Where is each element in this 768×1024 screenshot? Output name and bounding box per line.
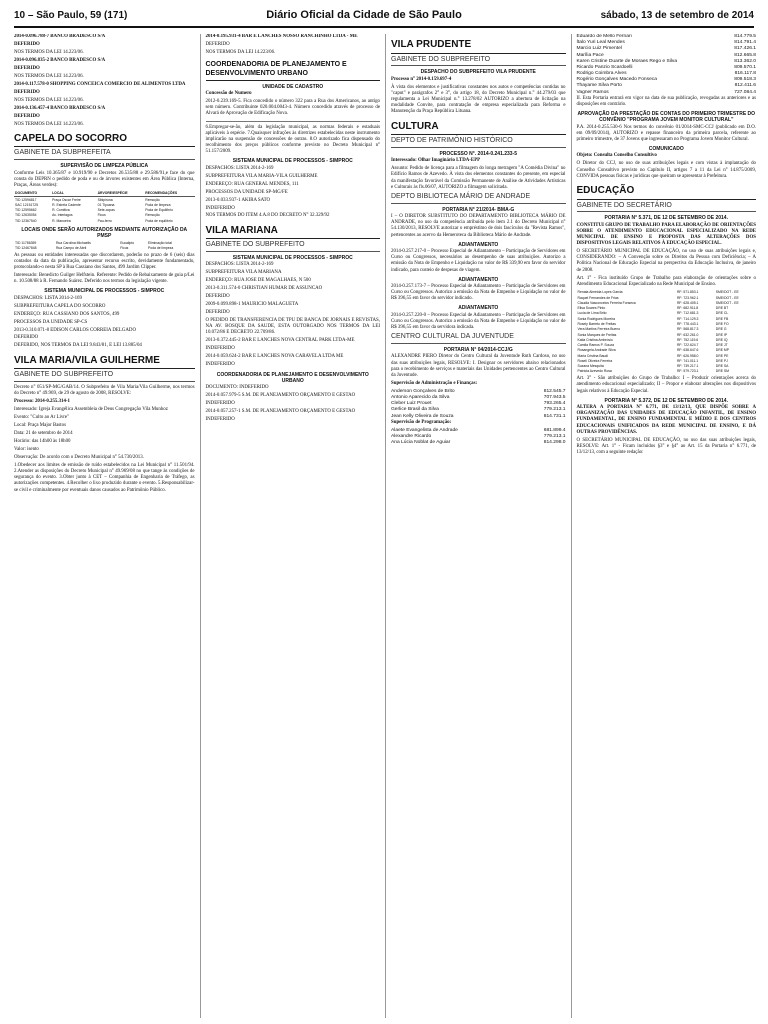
person-name: Gerlice Brasil da Silva: [391, 407, 439, 413]
registration-number: 816.117.8: [734, 71, 756, 77]
table-cell: TID 12635054: [15, 213, 37, 218]
section-subtitle: GABINETE DO SUBPREFEITO: [206, 241, 381, 252]
section-title: VILA PRUDENTE: [391, 39, 566, 54]
table-cell: Eucalipto: [120, 240, 135, 245]
table-cell: RF: 571.853.1: [676, 290, 699, 295]
table-cell: RF: 682.911.8: [676, 306, 699, 311]
table-cell: RF: 778.443.1: [676, 321, 699, 326]
registration-number: 812.411.6: [734, 83, 756, 89]
tree-table: [14, 191, 195, 224]
table-cell: Rosely Barreto de Freitas: [577, 321, 616, 326]
name-list: [391, 428, 566, 447]
registration-number: 779.213.1: [543, 407, 566, 413]
paragraph: P.A. 2014-0.255.530-6 Nos termos do convênio 01/2014-SMC-CCJ (publicado em D.O. em 09/09/2014), AUTORIZO e repasse financeiro da primeira parcela, referente ao primeiro trimestre, de 37 Jovens que ingressaram no Programa Jovem Monitor Cultural.: [576, 124, 756, 142]
process-list: [206, 338, 381, 368]
registration-number: 809.570.1: [734, 64, 756, 70]
person-name: Antonio Aparecido da Silva: [391, 395, 450, 401]
process-line: DEFERIDO: [205, 310, 230, 316]
heading: PORTARIA N° 04/2014-CCJ/G: [443, 347, 513, 354]
table-cell: Suzana Mesquita: [577, 364, 604, 369]
event-line: Interessado: Igreja Evangélica Assembleia de Deus Congregação Vila Munhoz: [14, 407, 168, 413]
table-cell: Renata Almeida Lopes Garcia: [577, 290, 623, 295]
heading: SISTEMA MUNICIPAL DE PROCESSOS - SIMPROC: [232, 255, 353, 262]
person-name: Karen Cristine Duarte de Moraes Rego e Silva: [576, 58, 678, 64]
process-note: NOS TERMOS DA LEI 14.223/06.: [14, 49, 84, 55]
table-cell: Ficus: [97, 213, 106, 218]
table-cell: R. Estrela Cadente: [52, 202, 81, 207]
process-line: 2013-0.033.937-1 AKIRA SATO: [205, 197, 271, 203]
issue-date: sábado, 13 de setembro de 2014: [600, 9, 754, 21]
heading: LOCAIS ONDE SERÃO AUTORIZADOS MEDIANTE AUTORIZAÇÃO DA PMSP: [21, 226, 188, 239]
table-cell: RF: 712.681.3: [676, 311, 699, 316]
heading: PROCESSO N°. 2014-0.241.233-5: [439, 150, 518, 157]
table-cell: TID 12467848: [15, 245, 37, 250]
table-cell: DRE MP: [715, 348, 729, 353]
tree-table-2: [14, 240, 195, 251]
table-cell: Katia Cristina Ambrósio: [577, 337, 613, 342]
table-cell: Poda de limpeza: [145, 202, 171, 207]
table-cell: Camila Ramos P. Souza: [577, 343, 614, 348]
event-line: Local: Praça Major Bastos: [14, 423, 67, 429]
table-cell: R. Manoeira: [52, 218, 71, 223]
name-row: [391, 440, 566, 446]
registration-number: 813.362.0: [734, 58, 756, 64]
table-cell: Rosangela Andrade Silva: [577, 348, 616, 353]
table-cell: Remoção: [145, 213, 160, 218]
paragraph: 2012-0.239.169-5. Fica concedido o número 322 para a Rua dos Americanos, ao antigo sem número. Contribuinte 020.004.0043-4. Número concedido através de processo de Alvará de Aprovação de Edificação Nova.: [205, 99, 380, 117]
role-label: Supervisão de Administração e Finanças:: [391, 380, 478, 386]
table-cell: Ficus: [120, 245, 129, 250]
process-line: DEFERIDO: [14, 335, 39, 341]
table-cell: Poda de Equilíbrio: [145, 208, 173, 213]
paragraph: 1.Obedecer aos limites de emissão de ruído estabelecidos na Lei Municipal n° 11.501/94. 2.Atender as disposições do Decreto Municipal n° 49.969/08 no que tange às condições de segurança do evento. 3.Obter junto à CET – Companhia de Engenharia de Tráfego, as autorizações competentes. 4.Recolher o lixo produzido durante o evento. 5.Responsabilizar-se civil e criminalmente por eventuais danos causados ao Patrimônio Público.: [14, 462, 195, 493]
section-title: EDUCAÇÃO: [577, 185, 757, 200]
paragraph: O Diretor do CCJ, no uso de suas atribuições legais e com vistas à implantação do Conselho Consultivo previsto no Capítulo II, artigos 7 a 11 da Lei n° 14.875/2009, CONVIDA pessoas físicas e jurídicas que queiram se apresentar à Prefeitura.: [576, 161, 756, 179]
table-cell: DRE IQ: [715, 337, 728, 342]
columns: [14, 34, 756, 1018]
table-cell: TID 12367540: [15, 218, 37, 223]
table-cell: DRE IP: [715, 332, 728, 337]
heading: APROVAÇÃO DA PRESTAÇÃO DE CONTAS DO PRIMEIRO TRIMESTRE DO CONVÊNIO "PROGRAMA JOVEM MONITOR CULTURAL": [577, 111, 756, 124]
process-line: 2013-0.310.071-8 EDISON CARLOS CORREIA DELGADO: [14, 327, 136, 333]
section-title: VILA MARIANA: [206, 225, 381, 240]
table-cell: TID 12595662: [15, 208, 37, 213]
table-cell: SME/DOT - EE: [715, 300, 739, 305]
paragraph: O PEDIDO DE TRANSFERENCIA DE TPU DE BANCA DE JORNAIS E REVISTAS, NA AV. BOSQUE DA SAUDE, ESTA OUTORGADO NOS TERMOS DA LEI 10.072/86 E DECRETO 22.709/86.: [205, 318, 380, 336]
process-status: DEFERIDO: [14, 65, 40, 71]
heading: UNIDADE DE CADASTRO: [262, 83, 324, 90]
section-title: CAPELA DO SOCORRO: [14, 133, 195, 148]
line: Concessão de Numero: [205, 91, 252, 97]
process-line: ENDEREÇO: RUA GENERAL MENDES, 111: [205, 181, 299, 187]
event-line: Processo: 2014-0.255.314-1: [14, 399, 71, 405]
table-cell: DRE PE: [715, 353, 729, 358]
process-line: INDEFERIDO: [205, 205, 235, 211]
table-cell: DRE FB: [715, 316, 729, 321]
table-cell: Sete-copas: [97, 208, 115, 213]
table-cell: RF: 741.011.1: [676, 358, 699, 363]
process-line: 2014-0.059.624-2 BAR E LANCHES NOVA CARAVELA LTDA ME: [205, 354, 344, 360]
process-number: 2014-0.136.457-4 BANCO BRADESCO S/A: [14, 105, 106, 111]
line: Processo n° 2014-0.159.697-4: [391, 76, 452, 82]
process-line: SUBPREFEITURA VILA MARIANA: [205, 270, 282, 276]
registration-number: 812.665.8: [734, 52, 756, 58]
person-name: Anderson Gonçalves de Brito: [391, 388, 455, 394]
process-line: SUBPREFEITURA CAPELA DO SOCORRO: [14, 303, 106, 309]
paragraph: I – O DIRETOR SUBSTITUTO DO DEPARTAMENTO BIBLIOTECA MÁRIO DE ANDRADE, no uso da competência atribuída pelo item 2.1 do Decreto Municipal n° 54.130/2013, RESOLVE autorizar o empréstimo de dois fascículos da "Revista Ramos", pertencentes ao acervo da Hemeroteca da Biblioteca Mário de Andrade.: [391, 214, 566, 238]
registration-number: 681.899.4: [543, 427, 566, 433]
process-list: [206, 166, 381, 220]
person-name: Ítalo Yuri Leal Mendes: [576, 40, 625, 46]
table-header: DOCUMENTO: [14, 191, 51, 197]
table-cell: RF: 579.723.1: [676, 369, 699, 374]
col2-top-items: [206, 34, 381, 56]
person-name: Cleber Luiz Prouet: [391, 401, 432, 407]
paragraph: O SECRETÁRIO MUNICIPAL DE EDUCAÇÃO, no uso das suas atribuições legais, RESOLVE: Art. 1° - Ficam incluídos §3° e §4° ao Art. 15 da Portaria n° 6.771, de 13/12/13, com a seguinte redação:: [576, 437, 756, 456]
heading: PORTARIA N° 21/2014- BMA-G: [442, 206, 515, 213]
registration-number: 779.213.1: [543, 433, 566, 439]
table-cell: Rua Carolina Michaelis: [55, 240, 91, 245]
table-cell: RF: 632.261.0: [676, 332, 699, 337]
person-name: Rodrigo Coimbra Alves: [576, 71, 627, 77]
heading: SISTEMA MUNICIPAL DE PROCESSOS - SIMPROC: [232, 158, 353, 165]
process-line: INDEFERIDO: [205, 362, 235, 368]
process-line: PROCESSOS DA UNIDADE SP-CS: [14, 319, 88, 325]
process-line: DESPACHOS: LISTA 2014-2-169: [205, 262, 274, 268]
table-cell: R. Comitiva: [52, 208, 70, 213]
process-line: INDEFERIDO: [205, 417, 235, 422]
process-line: DESPACHOS: LISTA 2014-2-169: [205, 165, 274, 171]
person-name: Rogério Gonçalves Macedo Fonseca: [576, 77, 657, 83]
table-cell: Sonia Marques de Freitas: [577, 332, 617, 337]
section-subtitle: DEPTO DE PATRIMÔNIO HISTÓRICO: [391, 137, 566, 148]
process-note: NOS TERMOS DA LEI 14.223/06.: [14, 97, 84, 103]
table-cell: RF: 723.962.1: [676, 295, 699, 300]
process-line: DEFERIDO: [205, 294, 230, 300]
person-name: Thayame Silva Porto: [576, 83, 622, 89]
paragraph: O SECRETÁRIO MUNICIPAL DE EDUCAÇÃO, no uso de suas atribuições legais e, CONSIDERANDO: – A Convenção sobre os Direitos da Pessoa com Deficiência; – A Política Nacional de Educação Especial na perspectiva da Educação Inclusiva, de janeiro de 2008.: [576, 249, 756, 273]
registration-number: 814.298.0: [543, 440, 566, 446]
paragraph: 2014-0.257.173-7 – Processo Especial de Adiantamento – Participação de Servidores em Curso ou Congressos. Autorizo a emissão da Nota de Empenho e Liquidação no valor de R$ 396,55 em favor do servidor indicado.: [391, 283, 566, 302]
table-row: [577, 369, 757, 374]
paragraph: Decreto n° 051/SP-MG/GAB/14. O Subprefeito de Vila Maria/Vila Guilherme, nos termos do Decreto n° 49.969, de 29 de agosto de 2008, RESOLVE:: [14, 385, 195, 397]
process-number: 2014-0.096.788-7 BANCO BRADESCO S/A: [14, 34, 106, 39]
table-cell: DRE FO: [715, 321, 729, 326]
event-line: Horário: das 14h00 às 18h00: [14, 439, 71, 445]
process-status: DEFERIDO: [14, 89, 40, 95]
paragraph: 2014-0.257.217-0 – Processo Especial de Adiantamento – Participação de Servidores em Curso ou Congressos, necessários ao desempenho de suas atribuições. Autorizo a emissão da Nota de Empenho e Liquidação no valor de R$ 339,90 em favor do servidor indicado, para custeio de despesas de viagem.: [391, 248, 566, 273]
process-line: NOS TERMOS DA LEI 14.223/06.: [205, 49, 276, 55]
table-row: [14, 218, 195, 223]
event-line: Data: 21 de setembro de 2014: [14, 431, 73, 437]
heading: PORTARIA N° 5.372, DE 12 DE SETEMBRO DE 2014.: [604, 397, 728, 404]
process-line: DEFERIDO: [205, 41, 230, 47]
process-line: ENDEREÇO: RUA CASSIANO DOS SANTOS, 499: [14, 311, 120, 317]
section-subtitle: GABINETE DO SUBPREFEITO: [391, 56, 566, 67]
name-list: [577, 34, 757, 96]
table-cell: Pau-ferro: [97, 218, 112, 223]
person-name: Eduardo de Mello Fernari: [576, 34, 632, 39]
table-cell: DRE SM: [715, 369, 729, 374]
person-name: Ana Lúcia Noblat de Aguiar: [391, 440, 451, 446]
table-cell: Poda de limpeza: [147, 245, 174, 250]
newspaper-title: Diário Oficial da Cidade de São Paulo: [266, 9, 462, 21]
registration-number: 814.791.4: [734, 40, 756, 46]
process-status: DEFERIDO: [14, 41, 40, 47]
table-cell: 01 Tipuana: [97, 202, 115, 207]
section-subtitle: GABINETE DO SECRETÁRIO: [577, 202, 757, 213]
process-list: [14, 296, 195, 350]
table-cell: DRE CL: [715, 311, 729, 316]
registration-number: 814.731.1: [543, 413, 566, 419]
process-list: [206, 262, 381, 316]
table-cell: Eliminação total: [147, 240, 172, 245]
caps-paragraph: CONSTITUI GRUPO DE TRABALHO PARA ELABORAÇÃO DE ORIENTAÇÕES SOBRE O ATENDIMENTO EDUCACIONAL ESPECIALIZADO NA REDE MUNICIPAL DE ENSINO E PROPOSTA DAS ALTERAÇÕES DOS DISPOSITIVOS LEGAIS RELATIVOS À EDUCAÇÃO ESPECIAL.: [576, 222, 756, 247]
process-note: NOS TERMOS DA LEI 14.223/06.: [14, 121, 84, 127]
process-line: ENDEREÇO: RUA JOSE DE MAGALHAES, N 500: [205, 278, 311, 284]
table-cell: DRE JT: [715, 343, 728, 348]
table-cell: Praça Oscar Freire: [52, 197, 81, 202]
process-line: DOCUMENTO: INDEFERIDO: [205, 385, 269, 391]
event-line: Valor: isento: [14, 446, 39, 452]
table-cell: RF: 714.129.3: [676, 316, 699, 321]
table-cell: SME/DOT - EE: [715, 295, 739, 300]
table-cell: SME/DOT - EE: [715, 290, 739, 295]
heading: ADIANTAMENTO: [458, 276, 499, 283]
person-name: Marília Pace: [576, 52, 604, 58]
heading: ADIANTAMENTO: [458, 241, 499, 248]
line: Objeto: Consulta Conselho Consultivo: [576, 153, 657, 159]
process-number: 2014-0.117.578-0 SHOPPING CONCEICA COMERCIO DE ALIMENTOS LTDA: [14, 81, 186, 87]
section-subtitle: DEPTO BIBLIOTECA MÁRIO DE ANDRADE: [391, 193, 566, 204]
table-cell: Claudia Vasconcelos Ferreira Fonseca: [577, 300, 636, 305]
heading: ADIANTAMENTO: [458, 305, 499, 312]
heading: COORDENADORIA DE PLANEJAMENTO E DESENVOLVIMENTO URBANO: [216, 371, 369, 384]
table-cell: Lucia de Lima Brito: [577, 311, 607, 316]
col1-top-items: [14, 34, 195, 128]
table-header: RECOMENDAÇÕES: [144, 191, 194, 197]
heading: SUPERVISÃO DE LIMPEZA PÚBLICA: [60, 163, 149, 170]
registration-number: 814.779.5: [734, 34, 756, 39]
caps-paragraph: ALTERA A PORTARIA N° 6.771, DE 13/12/13, QUE DISPÕE SOBRE A ORGANIZAÇÃO DAS UNIDADES DE EDUCAÇÃO INFANTIL, DE ENSINO FUNDAMENTAL, DE ENSINO FUNDAMENTAL E MÉDIO E DOS CENTROS EDUCACIONAIS UNIFICADOS DA REDE MUNICIPAL DE ENSINO, E DÁ OUTRAS PROVIDÊNCIAS.: [576, 405, 756, 435]
registration-number: 707.943.5: [543, 395, 566, 401]
paragraph: À vista dos elementos e justificativas constantes nos autos e competências contidas no "caput" e parágrafos 2° e 3°, do artigo 18, do Decreto Municipal n.° 44.279/03 que regulamenta a Lei Municipal n.° 13.278/02 AUTORIZO a abertura de licitação na modalidade Convite, para contratação de empresa especializada para Reforma e Manutenção da Praça República Lituana.: [391, 84, 566, 115]
staff-table: [577, 290, 757, 375]
table-header: ÁRVORE/ESPÉCIE: [97, 191, 145, 197]
process-note: NOS TERMOS DA LEI 14.223/06.: [14, 73, 84, 79]
heading: PORTARIA N° 5.371, DE 12 DE SETEMBRO DE 2014.: [604, 215, 728, 222]
table-cell: RF: 626.958.0: [676, 353, 699, 358]
process-list: [206, 385, 381, 423]
column-3: [385, 34, 571, 1018]
section-subtitle: CENTRO CULTURAL DA JUVENTUDE: [391, 333, 566, 344]
table-cell: RF: 752.119.6: [676, 337, 699, 342]
table-cell: RF: 638.647.6: [676, 348, 699, 353]
table-cell: DRE BT: [715, 306, 729, 311]
section-subtitle: GABINETE DO SUBPREFEITO: [14, 371, 195, 382]
event-line: Evento: "Culto ao Ar Livre": [14, 415, 70, 421]
process-line: INDEFERIDO: [205, 346, 235, 352]
table-cell: Sibipiruna: [97, 197, 113, 202]
table-cell: RF: 739.217.1: [676, 364, 699, 369]
registration-number: 793.265.4: [543, 401, 566, 407]
table-cell: Sonia Rodrigues Moreira: [577, 316, 616, 321]
role-label: Supervisão de Programação:: [391, 419, 452, 425]
process-status: DEFERIDO: [14, 113, 40, 119]
person-name: Vagner Ramos: [576, 89, 609, 95]
divider: [206, 121, 381, 122]
table-cell: Remoção: [145, 197, 160, 202]
table-cell: Patrícia Azevedo Rosa: [577, 369, 612, 374]
table-cell: Elisa Soares Pinto: [577, 306, 606, 311]
section-title: CULTURA: [391, 121, 566, 136]
paragraph: Interessado: Benedicto Guilger Helfstein. Referente: Pedido de Rebaixamento de guia p/Lei n. 10.508/88 à R. Fernando Suárez. Deferido nos termos da legislação vigente.: [14, 273, 195, 285]
masthead-rule: [14, 26, 754, 28]
process-line: SUBPREFEITURA VILA MARIA-VILA GUILHERME: [205, 173, 318, 179]
heading: SISTEMA MUNICIPAL DE PROCESSOS - SIMPROC: [44, 288, 165, 295]
masthead: [0, 0, 768, 30]
column-4: [571, 34, 757, 1018]
paragraph: Assunto: Pedido de licença para a filmagem do longa metragem "A Comédia Divina" no Edifício Ramos de Azevedo. À vista dos elementos constantes do presente, em especial da manifestação favorável da Comissão Permanente de Análise de Atividades Artísticas e Culturais às fls.06/07, AUTORIZO a filmagem solicitada.: [391, 166, 566, 190]
process-line: NOS TERMOS DO ITEM 4.A.8 DO DECRETO N° 32.329/92: [205, 213, 330, 219]
table-cell: Roseli Oliveira Ferreira: [577, 358, 613, 363]
paragraph: As pessoas ou entidades interessadas que discordarem, poderão no prazo de 6 (seis) dias contados da data da publicação, apresentar recurso escrito, devidamente fundamentado, protocolando-o nesta SP à Rua Cassiano dos Santos, 499 Jardim Clipper.: [14, 252, 195, 271]
page-number-edition: 10 – São Paulo, 59 (171): [14, 9, 128, 21]
registration-number: 727.084.4: [734, 89, 756, 95]
registration-number: 809.518.3: [734, 77, 756, 83]
event-line: Observação: De acordo com o Decreto Municipal n° 54.730/2013.: [14, 454, 144, 460]
paragraph: ALEXANDRE PIERO Diretor do Centro Cultural da Juventude Ruth Cardoso, no uso das suas atribuições legais, RESOLVE: I. Designar os servidores abaixo relacionados para o recebimento de serviços e materiais das Unidades pertencentes ao Centro Cultural da Juventude.: [391, 354, 566, 378]
section-subtitle: GABINETE DA SUBPREFEITA: [14, 149, 195, 160]
heading: DESPACHO DO SUBPREFEITO VILA PRUDENTE: [420, 69, 536, 76]
table-cell: Rua Campo de Abril: [55, 245, 87, 250]
table-cell: TID 12596817: [15, 197, 37, 202]
table-cell: DRE PJ: [715, 358, 728, 363]
column-1: [14, 34, 200, 1018]
table-header: LOCAL: [51, 191, 97, 197]
table-cell: Maria Cristina Baudi: [577, 353, 609, 358]
table-cell: RF: 568.817.3: [676, 327, 699, 332]
process-line: 2014-0.057.257-1 S.M. DE PLANEJAMENTO ORÇAMENTO E GESTAO: [205, 409, 356, 415]
process-line: 2009-0.099.898-1 MAURICIO MALAGUETA: [205, 302, 299, 308]
table-cell: DRE SA: [715, 364, 729, 369]
person-name: Marcio Luiz Pimentel: [576, 46, 622, 52]
event-list: [14, 399, 195, 461]
paragraph: Conforme Leis 10.365/87 e 10.919/90 e Decretos 26.535/88 e 29.586/91,e face do que consta do DEPRN o pedido de poda e ou de árvores existentes em Área Pública (Interna, Praças, Áreas verdes):: [14, 170, 195, 188]
paragraph: Art. 3° - São atribuições do Grupo de Trabalho: I – Produzir orientações acerca do atendimento educacional especializado; II – Propor e elaborar alterações nos dispositivos legais relativos à Educação Especial.: [576, 376, 756, 394]
person-name: Jean Kelly Oliveira de Souza: [391, 413, 454, 419]
process-line: PROCESSOS DA UNIDADE SP-MG/FE: [205, 189, 288, 195]
person-name: Alaete Evangelista de Andrade: [391, 427, 458, 433]
table-cell: DRE G: [715, 327, 727, 332]
table-cell: SAC 12151725: [15, 202, 38, 207]
table-cell: TID 11786359: [15, 240, 37, 245]
name-list: [391, 389, 566, 420]
process-line: 2013-0.372.445-2 BAR E LANCHES NOVA CENTRAL PARK LTDA-ME: [205, 338, 355, 344]
table-cell: Vera Martins Ferreira Bueno: [577, 327, 621, 332]
table-row: [14, 245, 195, 250]
process-number: 2014-0.096.835-2 BANCO BRADESCO S/A: [14, 57, 106, 63]
table-cell: RF: 628.405.1: [676, 300, 699, 305]
process-line: DESPACHOS: LISTA 2014-2-169: [14, 295, 82, 301]
line: Interessado: Olhar Imaginário LTDA-EPP: [391, 158, 481, 164]
paragraph: Art. 1° - Fica instituído Grupo de Trabalho para elaboração de orientações sobre o Atendimento Educacional Especializado na Rede Municipal de Ensino.: [576, 275, 756, 287]
table-cell: Raquel Fernandes de Frias: [577, 295, 619, 300]
person-name: Alexandre Ricardo: [391, 433, 432, 439]
table-cell: RF: 722.624.7: [676, 343, 699, 348]
person-name: Ricardo Panzio Scardoelli: [576, 64, 633, 70]
paragraph: 2014-0.257.220-0 – Processo Especial de Adiantamento – Participação de Servidores em Curso ou Congressos. Autorizo a emissão da Nota de Empenho e Liquidação no valor de R$ 396,55 em favor da servidora indicada.: [391, 312, 566, 331]
paragraph: II. Esta Portaria entrará em vigor na data de sua publicação, revogadas as anteriores e as disposições em contrário.: [576, 95, 756, 107]
table-cell: Poda de equilíbrio: [145, 218, 173, 223]
registration-number: 812.545.7: [543, 388, 566, 394]
process-line: DEFERIDO, NOS TERMOS DA LEI 9.843/81, E LEI 13.885/04: [14, 343, 142, 349]
section-title: COORDENADORIA DE PLANEJAMENTO E DESENVOLVIMENTO URBANO: [206, 61, 381, 81]
paragraph: 6.Empregar-se-ão, além da legislação municipal, as normas federais e estaduais aplicáveis à espécie. 7.Quaisquer infrações às diretrizes estabelecidas neste instrumento implicarão na suspensão de concessões de outras. 8.O autorizado fica dispensado do recolhimento dos preços públicos conforme previsto no Decreto Municipal n° 51.157/2009.: [205, 124, 380, 155]
section-title: VILA MARIA/VILA GUILHERME: [14, 355, 195, 370]
table-cell: Av. Interlagos: [52, 213, 73, 218]
process-line: 2014-0.057.979-5 S.M. DE PLANEJAMENTO ORÇAMENTO E GESTAO: [205, 393, 356, 399]
column-2: [200, 34, 386, 1018]
process-line: 2013-0.311.574-0 CHRISTIAN HUMAR DE ASSUNCAO: [205, 286, 323, 292]
heading: COMUNICADO: [648, 146, 684, 153]
process-line: INDEFERIDO: [205, 401, 235, 407]
registration-number: 817.426.1: [734, 46, 756, 52]
process-line: 2014-0.195.931-4 BAR E LANCHES NOSSO RANCHINHO LTDA - ME: [205, 34, 358, 39]
